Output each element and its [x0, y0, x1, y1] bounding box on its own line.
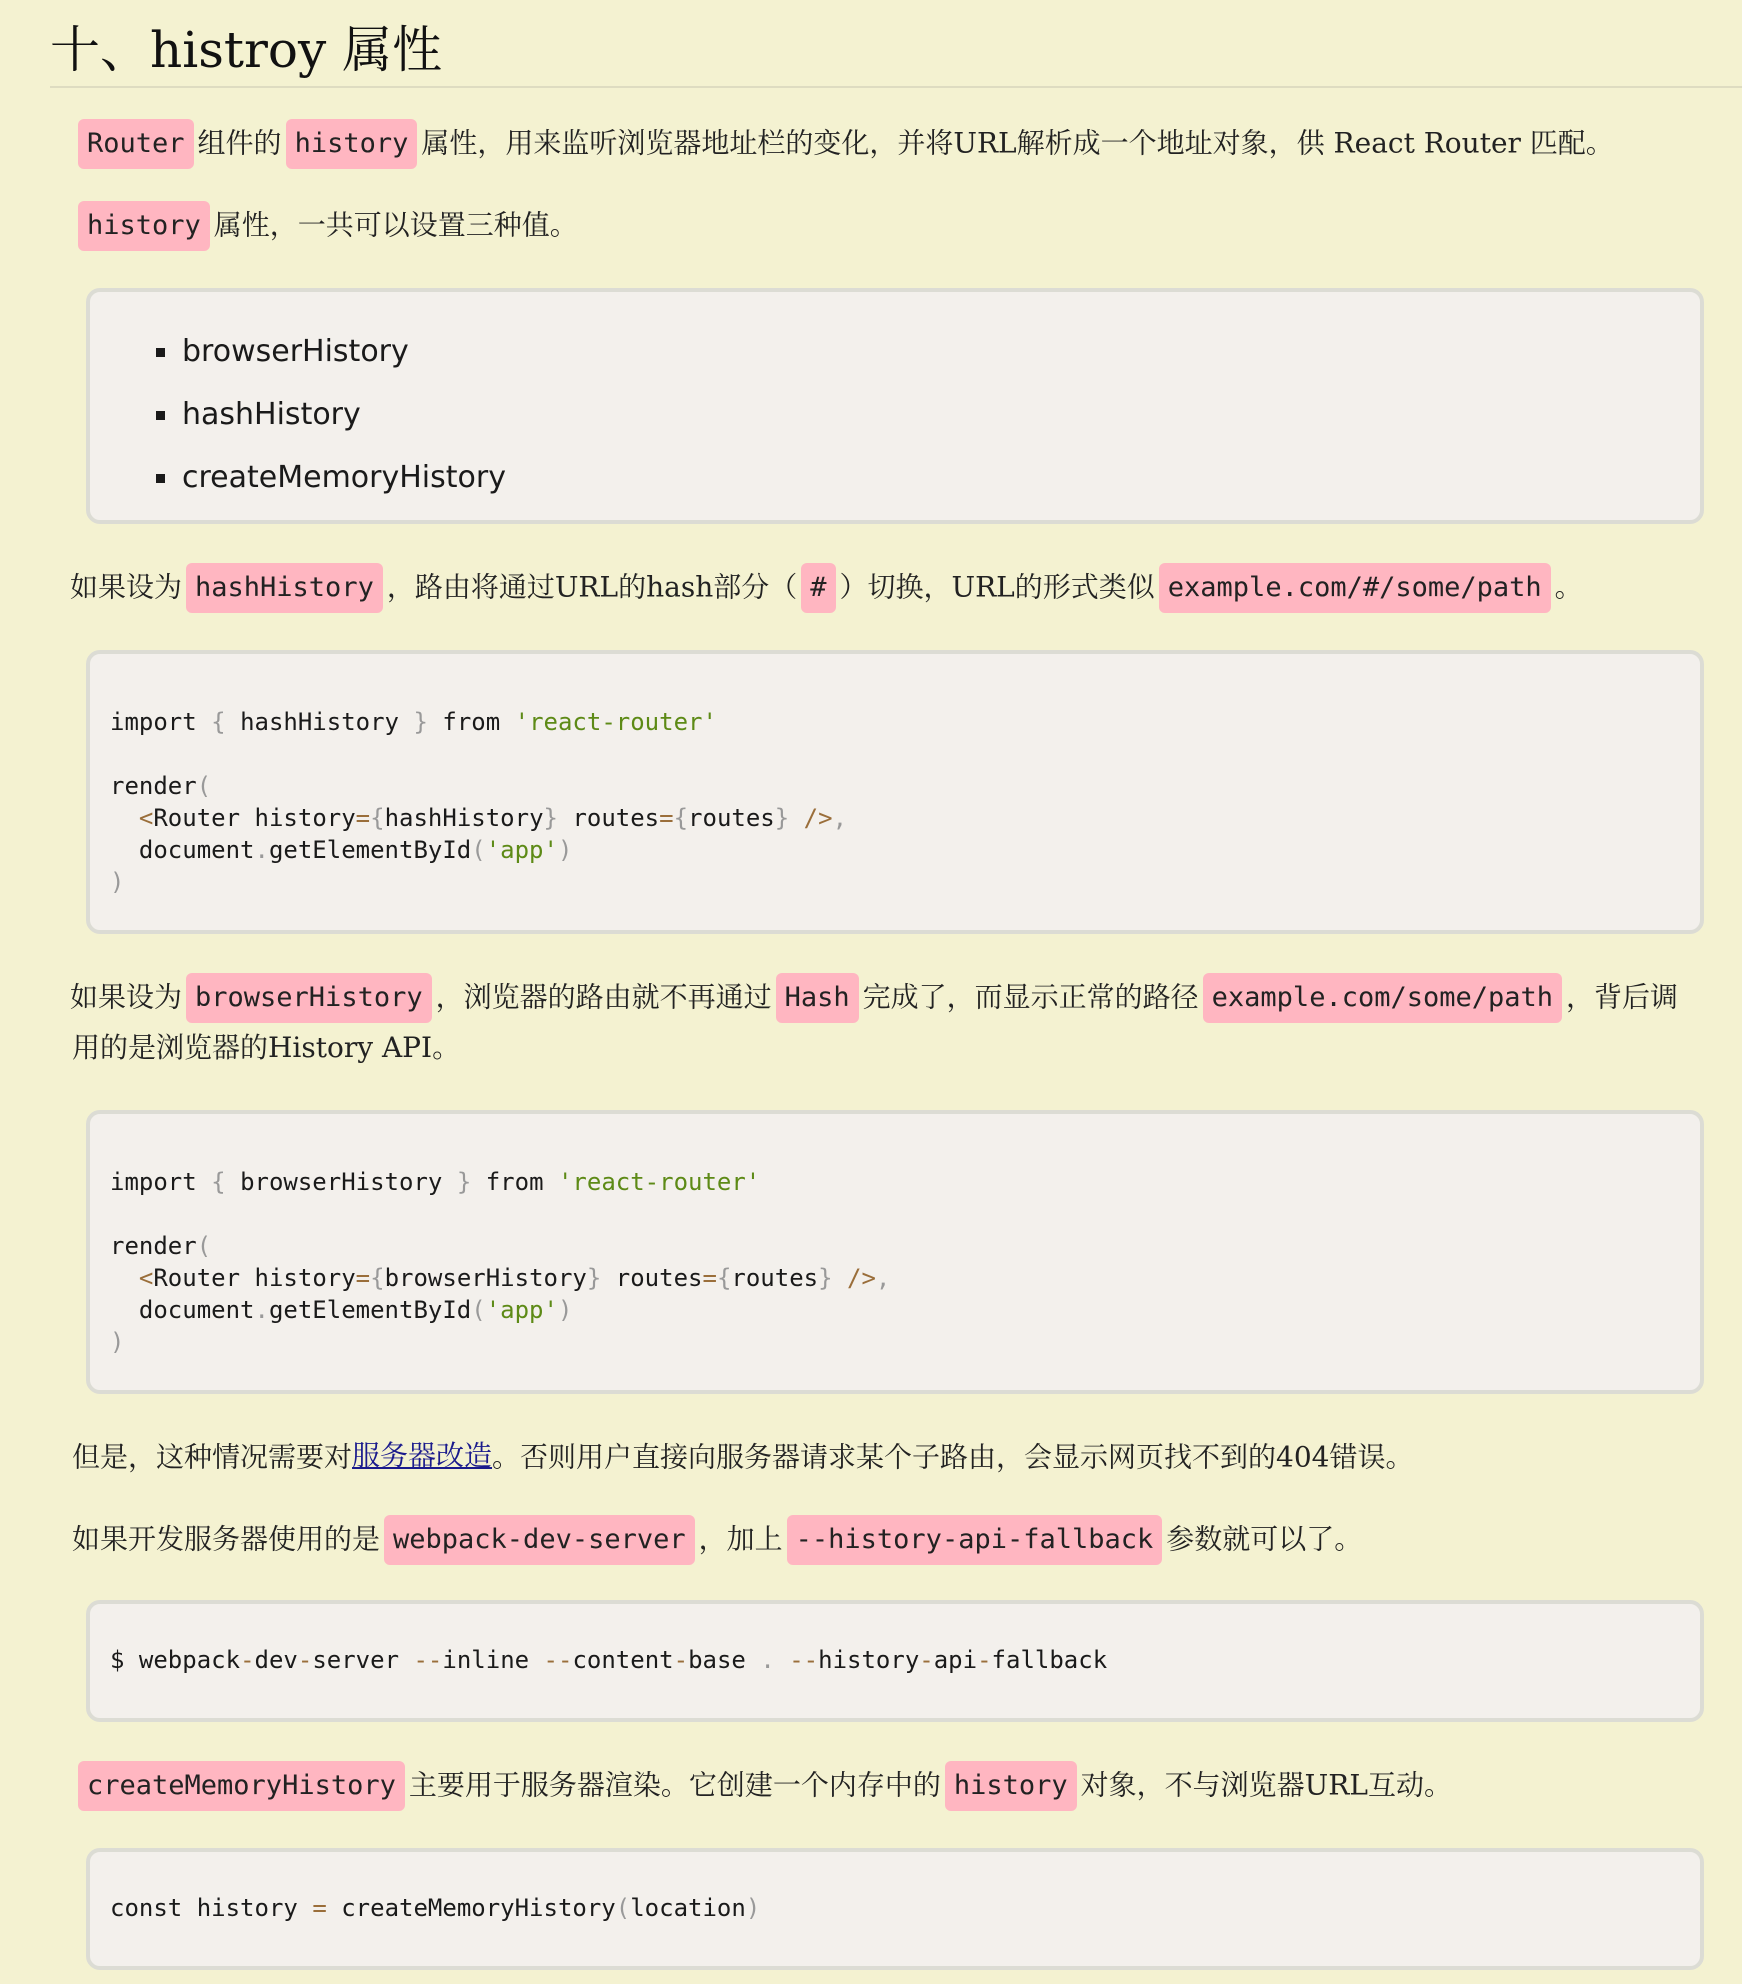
inline-code-hashhistory: hashHistory	[186, 563, 383, 613]
paragraph-browser-history	[70, 970, 1678, 1024]
code-token: fallback	[991, 1646, 1108, 1674]
code-token: )	[110, 868, 125, 896]
code-token: {	[673, 804, 689, 832]
code-token: )	[745, 1894, 761, 1922]
code-token: history	[254, 1264, 356, 1292]
code-token: {	[211, 708, 226, 736]
code-token: (	[196, 772, 212, 800]
code-token: -	[673, 1646, 689, 1674]
text: 。	[1554, 570, 1583, 604]
code-token: const	[110, 1894, 183, 1922]
text: ，浏览器的路由就不再通过	[435, 980, 772, 1014]
list-item-label: browserHistory	[182, 334, 409, 369]
code-token: <	[138, 804, 154, 832]
code-token: from	[485, 1168, 544, 1196]
code-token: import	[110, 708, 197, 736]
inline-code-history: history	[945, 1761, 1077, 1811]
code-token: />	[847, 1264, 876, 1292]
code-token: inline	[442, 1646, 530, 1674]
code-token: from	[442, 708, 501, 736]
code-token: =	[355, 1264, 371, 1292]
code-token: -	[977, 1646, 992, 1674]
text: ）切换，URL的形式类似	[839, 570, 1155, 604]
code-token: render	[110, 1232, 197, 1260]
code-token: 'react-router'	[514, 708, 717, 736]
text: 如果设为	[70, 980, 183, 1014]
code-token: 'app'	[485, 1296, 558, 1324]
code-token: =	[355, 804, 371, 832]
bullet-icon	[156, 348, 165, 357]
code-token: --	[789, 1646, 819, 1674]
code-token: --	[413, 1646, 443, 1674]
code-token: routes	[572, 804, 660, 832]
code-token: -	[919, 1646, 934, 1674]
code-token: history	[196, 1894, 298, 1922]
text: ，加上	[698, 1522, 783, 1556]
text: ，路由将通过URL的hash部分（	[386, 570, 798, 604]
code-token: createMemoryHistory	[341, 1894, 616, 1922]
code-token: {	[211, 1168, 226, 1196]
code-token: webpack	[138, 1646, 241, 1674]
inline-code-example-url: example.com/#/some/path	[1159, 563, 1551, 613]
code-token: history	[818, 1646, 920, 1674]
code-token: 'app'	[485, 836, 558, 864]
code-token: ,	[875, 1264, 891, 1292]
code-token: )	[557, 1296, 573, 1324]
paragraph-hash-history	[70, 560, 1583, 614]
paragraph-router-history	[74, 116, 1614, 170]
code-token: {	[370, 804, 385, 832]
code-token: routes	[688, 804, 775, 832]
code-token: location	[630, 1894, 746, 1922]
text: 如果开发服务器使用的是	[72, 1522, 381, 1556]
code-block-hash-history	[86, 650, 1704, 934]
inline-code-history-api-fallback: --history-api-fallback	[787, 1515, 1163, 1565]
section-heading: 十、histroy 属性	[50, 21, 443, 79]
code-token: .	[254, 1296, 269, 1324]
history-options-block	[86, 288, 1704, 524]
paragraph-create-memory-history	[74, 1758, 1452, 1812]
code-token: routes	[731, 1264, 819, 1292]
code-token: hashHistory	[384, 804, 544, 832]
list-item	[156, 383, 506, 446]
code-token: dev	[254, 1646, 298, 1674]
code-token: $	[110, 1646, 125, 1674]
code-token: browserHistory	[240, 1168, 443, 1196]
code-token: }	[774, 804, 790, 832]
text: 对象，不与浏览器URL互动。	[1080, 1768, 1452, 1802]
code-token: <	[138, 1264, 154, 1292]
code-token: document	[138, 836, 255, 864]
code-token: (	[615, 1894, 631, 1922]
inline-code-webpack-dev-server: webpack-dev-server	[384, 1515, 695, 1565]
list-item	[156, 446, 506, 509]
inline-code-browserhistory: browserHistory	[186, 973, 432, 1023]
paragraph-browser-history-line2: 用的是浏览器的History API。	[72, 1031, 461, 1064]
code-token: =	[312, 1894, 327, 1922]
inline-code-creatememoryhistory: createMemoryHistory	[78, 1761, 405, 1811]
paragraph-server-change	[72, 1430, 1413, 1484]
code-token: ,	[832, 804, 848, 832]
code-hash-history	[110, 706, 847, 898]
code-token: hashHistory	[240, 708, 400, 736]
inline-code-history: history	[286, 119, 418, 169]
code-token: (	[471, 836, 486, 864]
text: 但是，这种情况需要对	[72, 1440, 353, 1474]
code-block-webpack-command	[86, 1600, 1704, 1722]
inline-code-example-path: example.com/some/path	[1203, 973, 1562, 1023]
paragraph-webpack-dev-server	[72, 1512, 1362, 1566]
text: 属性，一共可以设置三种值。	[213, 208, 578, 242]
code-token: =	[702, 1264, 717, 1292]
heading-divider	[50, 86, 1742, 88]
code-token: )	[557, 836, 573, 864]
code-token: Router	[153, 1264, 241, 1292]
code-block-browser-history	[86, 1110, 1704, 1394]
code-token: {	[370, 1264, 385, 1292]
code-token: browserHistory	[384, 1264, 587, 1292]
text: 如果设为	[70, 570, 183, 604]
code-token: history	[254, 804, 356, 832]
code-token: }	[586, 1264, 602, 1292]
inline-code-router: Router	[78, 119, 194, 169]
code-token: .	[760, 1646, 775, 1674]
text: 参数就可以了。	[1166, 1522, 1363, 1556]
code-token: }	[413, 708, 428, 736]
text: ，背后调	[1566, 980, 1679, 1014]
history-options-list	[156, 320, 506, 509]
inline-code-hash: Hash	[776, 973, 859, 1023]
code-block-memory-history	[86, 1848, 1704, 1970]
code-token: />	[803, 804, 833, 832]
code-token: getElementById	[268, 1296, 472, 1324]
list-item-label: createMemoryHistory	[182, 460, 506, 495]
code-token: =	[659, 804, 674, 832]
code-token: render	[110, 772, 197, 800]
code-token: api	[933, 1646, 978, 1674]
code-token: }	[818, 1264, 833, 1292]
text: 完成了，而显示正常的路径	[862, 980, 1199, 1014]
paragraph-three-values	[74, 198, 578, 252]
code-token: }	[543, 804, 558, 832]
code-token: 'react-router'	[557, 1168, 761, 1196]
code-token: getElementById	[268, 836, 472, 864]
bullet-icon	[156, 411, 165, 420]
code-token: server	[312, 1646, 400, 1674]
code-token: -	[297, 1646, 313, 1674]
text: 属性，用来监听浏览器地址栏的变化，并将URL解析成一个地址对象，供 React Router 匹配。	[421, 126, 1614, 160]
code-token: (	[471, 1296, 486, 1324]
inline-code-history: history	[78, 201, 210, 251]
code-token: import	[110, 1168, 197, 1196]
code-browser-history	[110, 1166, 890, 1358]
code-token: (	[196, 1232, 212, 1260]
code-token: {	[716, 1264, 732, 1292]
code-webpack-command	[110, 1644, 1107, 1676]
code-token: Router	[153, 804, 241, 832]
code-token: )	[110, 1328, 125, 1356]
code-token: -	[240, 1646, 255, 1674]
inline-code-hash-sign: #	[801, 563, 835, 613]
list-item	[156, 320, 506, 383]
text: 组件的	[197, 126, 282, 160]
code-token: .	[254, 836, 269, 864]
code-memory-history	[110, 1892, 760, 1924]
text: 主要用于服务器渲染。它创建一个内存中的	[408, 1768, 941, 1802]
text: 。否则用户直接向服务器请求某个子路由，会显示网页找不到的404错误。	[492, 1440, 1414, 1474]
code-token: }	[456, 1168, 472, 1196]
code-token: --	[543, 1646, 573, 1674]
code-token: routes	[615, 1264, 703, 1292]
bullet-icon	[156, 474, 165, 483]
list-item-label: hashHistory	[182, 397, 361, 432]
server-change-link[interactable]: 服务器改造	[352, 1439, 493, 1472]
code-token: base	[688, 1646, 746, 1674]
code-token: document	[138, 1296, 255, 1324]
code-token: content	[572, 1646, 674, 1674]
